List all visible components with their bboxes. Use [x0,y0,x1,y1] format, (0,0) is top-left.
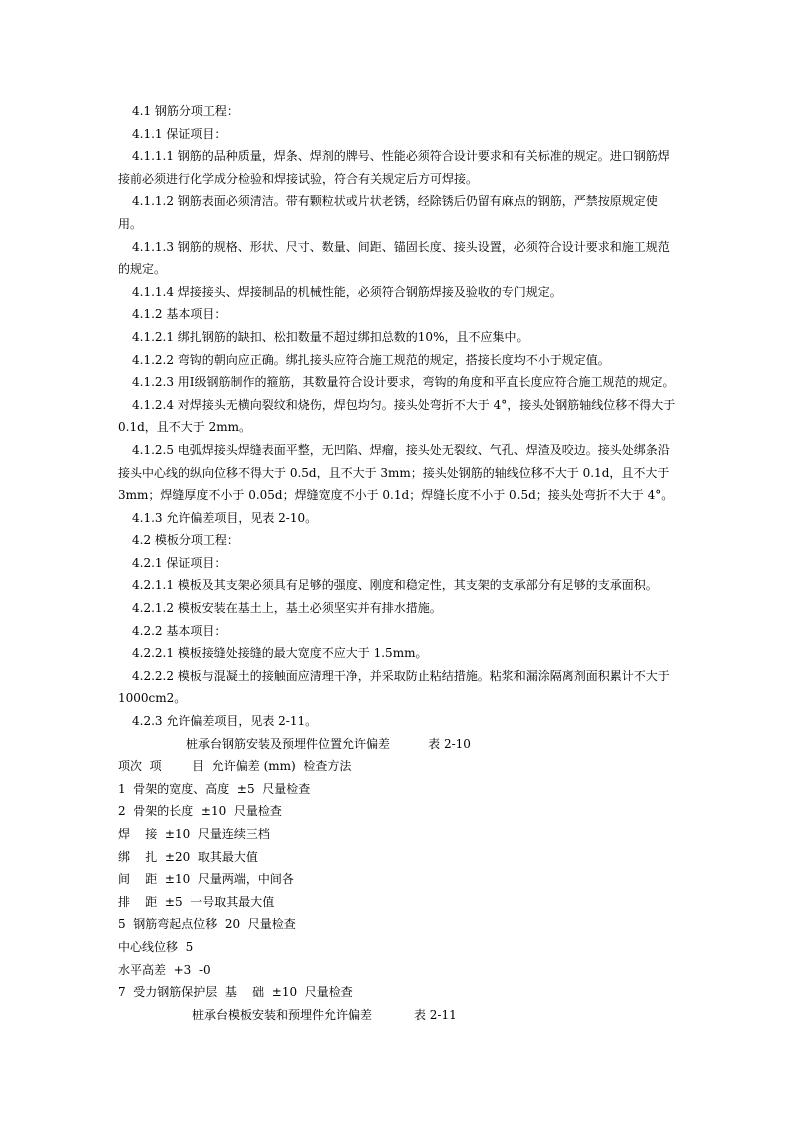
paragraph-4-1-1-2: 4.1.1.2 钢筋表面必须清洁。带有颗粒状或片状老锈，经除锈后仍留有麻点的钢筋，严禁按原规定使用。 [118,194,658,231]
paragraph-4-1-1-1: 4.1.1.1 钢筋的品种质量，焊条、焊剂的牌号、性能必须符合设计要求和有关标准的规定。进口钢筋焊接前必须进行化学成分检验和焊接试验，符合有关规定后方可焊接。 [118,149,670,186]
table-2-10-row: 绑 扎 ±20 取其最大值 [118,849,258,864]
paragraph-4-2-1-1: 4.2.1.1 模板及其支架必须具有足够的强度、刚度和稳定性，其支架的支承部分有足够的支承面积。 [132,578,658,593]
paragraph-4-1-2-4: 4.1.2.4 对焊接头无横向裂纹和烧伤，焊包均匀。接头处弯折不大于 4°，接头处钢筋轴线位移不得大于0.1d，且不大于 2mm。 [118,397,676,435]
document-body [118,100,678,1026]
table-2-10-row: 2 骨架的长度 ±10 尺量检查 [118,804,282,819]
section-heading-4-1: 4.1 钢筋分项工程： [132,104,239,118]
subsection-heading-4-1-2: 4.1.2 基本项目： [132,307,227,322]
table-2-10-row: 5 钢筋弯起点位移 20 尺量检查 [118,917,296,932]
paragraph-4-2-2-2: 4.2.2.2 模板与混凝土的接触面应清理干净，并采取防止粘结措施。粘浆和漏涂隔离剂面积累计不大于1000cm2。 [118,668,670,706]
paragraph-4-1-2-5: 4.1.2.5 电弧焊接头焊缝表面平整，无凹陷、焊瘤，接头处无裂纹、气孔、焊渣及咬边。接头处绑条沿接头中心线的纵向位移不得大于 0.5d，且不大于 3mm；接头处钢筋的轴线位移不大于 0.1d，且不大于 3mm；焊缝厚度不小于 0.05d；焊缝宽度不小于 0.1d；焊缝长度不小于 0.5d；接头处弯折不大于 4°。 [118,442,674,503]
table-2-10-header: 项次 项 目 允许偏差 (mm) 检查方法 [118,759,352,774]
subsection-heading-4-2-2: 4.2.2 基本项目： [132,623,227,638]
paragraph-4-1-1-4: 4.1.1.4 焊接接头、焊接制品的机械性能，必须符合钢筋焊接及验收的专门规定。 [132,284,562,299]
paragraph-4-1-3: 4.1.3 允许偏差项目，见表 2-10。 [132,510,318,525]
paragraph-4-2-1-2: 4.2.1.2 模板安装在基土上，基土必须坚实并有排水措施。 [132,601,442,616]
table-2-10-row: 中心线位移 5 [118,939,194,954]
table-2-10-row: 1 骨架的宽度、高度 ±5 尺量检查 [118,781,311,796]
paragraph-4-2-2-1: 4.2.2.1 模板接缝处接缝的最大宽度不应大于 1.5mm。 [132,646,428,661]
table-2-11-caption: 桩承台模板安装和预埋件允许偏差 表 2-11 [192,1007,457,1022]
paragraph-4-1-1-3: 4.1.1.3 钢筋的规格、形状、尺寸、数量、间距、锚固长度、接头设置，必须符合设计要求和施工规范的规定。 [118,239,670,277]
table-2-10-row: 排 距 ±5 一号取其最大值 [118,894,275,909]
paragraph-4-1-2-1: 4.1.2.1 绑扎钢筋的缺扣、松扣数量不超过绑扣总数的10%，且不应集中。 [132,329,529,344]
paragraph-4-1-2-3: 4.1.2.3 用Ⅰ级钢筋制作的箍筋，其数量符合设计要求，弯钩的角度和平直长度应符合施工规范的规定。 [132,375,675,390]
table-2-10-row: 间 距 ±10 尺量两端，中间各 [118,872,294,887]
paragraph-4-2-3: 4.2.3 允许偏差项目，见表 2-11。 [132,714,318,729]
subsection-heading-4-1-1: 4.1.1 保证项目： [132,126,227,141]
table-2-10-row: 7 受力钢筋保护层 基 础 ±10 尺量检查 [118,985,353,1000]
paragraph-4-1-2-2: 4.1.2.2 弯钩的朝向应正确。绑扎接头应符合施工规范的规定，搭接长度均不小于规定值。 [132,352,610,367]
subsection-heading-4-2-1: 4.2.1 保证项目： [132,555,227,570]
table-2-10-caption: 桩承台钢筋安装及预埋件位置允许偏差 表 2-10 [186,736,471,751]
section-heading-4-2: 4.2 模板分项工程： [132,533,239,548]
table-2-10-row: 水平高差 +3 -0 [118,962,211,977]
table-2-10-row: 焊 接 ±10 尺量连续三档 [118,827,270,841]
